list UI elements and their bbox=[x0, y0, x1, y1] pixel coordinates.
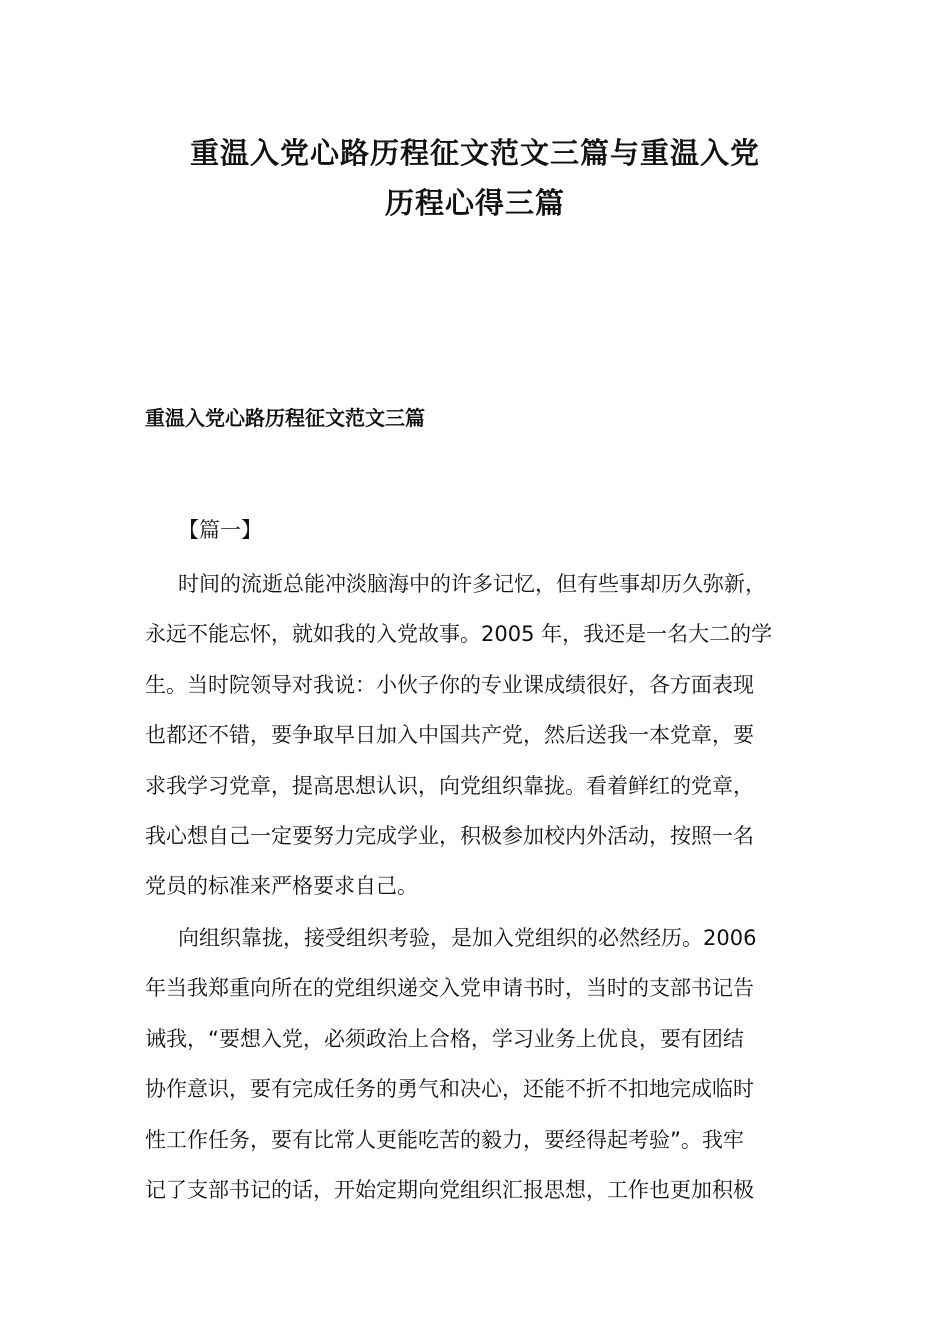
paragraph-1-line: 时间的流逝总能冲淡脑海中的许多记忆，但有些事却历久弥新， bbox=[178, 572, 766, 596]
paragraph-2-line: 记了支部书记的话，开始定期向党组织汇报思想，工作也更加积极 bbox=[145, 1178, 754, 1203]
paragraph-2-line: 向组织靠拢，接受组织考验，是加入党组织的必然经历。2006 bbox=[178, 926, 757, 950]
paragraph-2-line: 年当我郑重向所在的党组织递交入党申请书时，当时的支部书记告 bbox=[145, 976, 754, 1001]
paragraph-2-line: 协作意识，要有完成任务的勇气和决心，还能不折不扣地完成临时 bbox=[145, 1077, 754, 1102]
paragraph-2-line: 性工作任务，要有比常人更能吃苦的毅力，要经得起考验”。我牢 bbox=[145, 1127, 744, 1152]
paragraph-1-line: 党员的标准来严格要求自己。 bbox=[145, 874, 418, 899]
paragraph-2 bbox=[145, 913, 805, 1215]
paragraph-1-line: 永远不能忘怀，就如我的入党故事。2005 年，我还是一名大二的学 bbox=[145, 622, 773, 647]
document-title-line-2: 历程心得三篇 bbox=[384, 186, 565, 220]
section-heading: 重温入党心路历程征文范文三篇 bbox=[145, 406, 425, 430]
part-label: 【篇一】 bbox=[178, 518, 262, 542]
paragraph-1-line: 生。当时院领导对我说：小伙子你的专业课成绩很好，各方面表现 bbox=[145, 672, 754, 697]
document-title bbox=[120, 128, 830, 228]
paragraph-2-line: 诫我，“要想入党，必须政治上合格，学习业务上优良，要有团结 bbox=[145, 1026, 744, 1051]
paragraph-1-line: 我心想自己一定要努力完成学业，积极参加校内外活动，按照一名 bbox=[145, 824, 754, 849]
paragraph-1-line: 求我学习党章，提高思想认识，向党组织靠拢。看着鲜红的党章， bbox=[145, 773, 754, 798]
document-title-line-1: 重温入党心路历程征文范文三篇与重温入党 bbox=[189, 136, 760, 170]
paragraph-1-line: 也都还不错，要争取早日加入中国共产党，然后送我一本党章，要 bbox=[145, 723, 754, 748]
paragraph-1 bbox=[145, 559, 805, 912]
